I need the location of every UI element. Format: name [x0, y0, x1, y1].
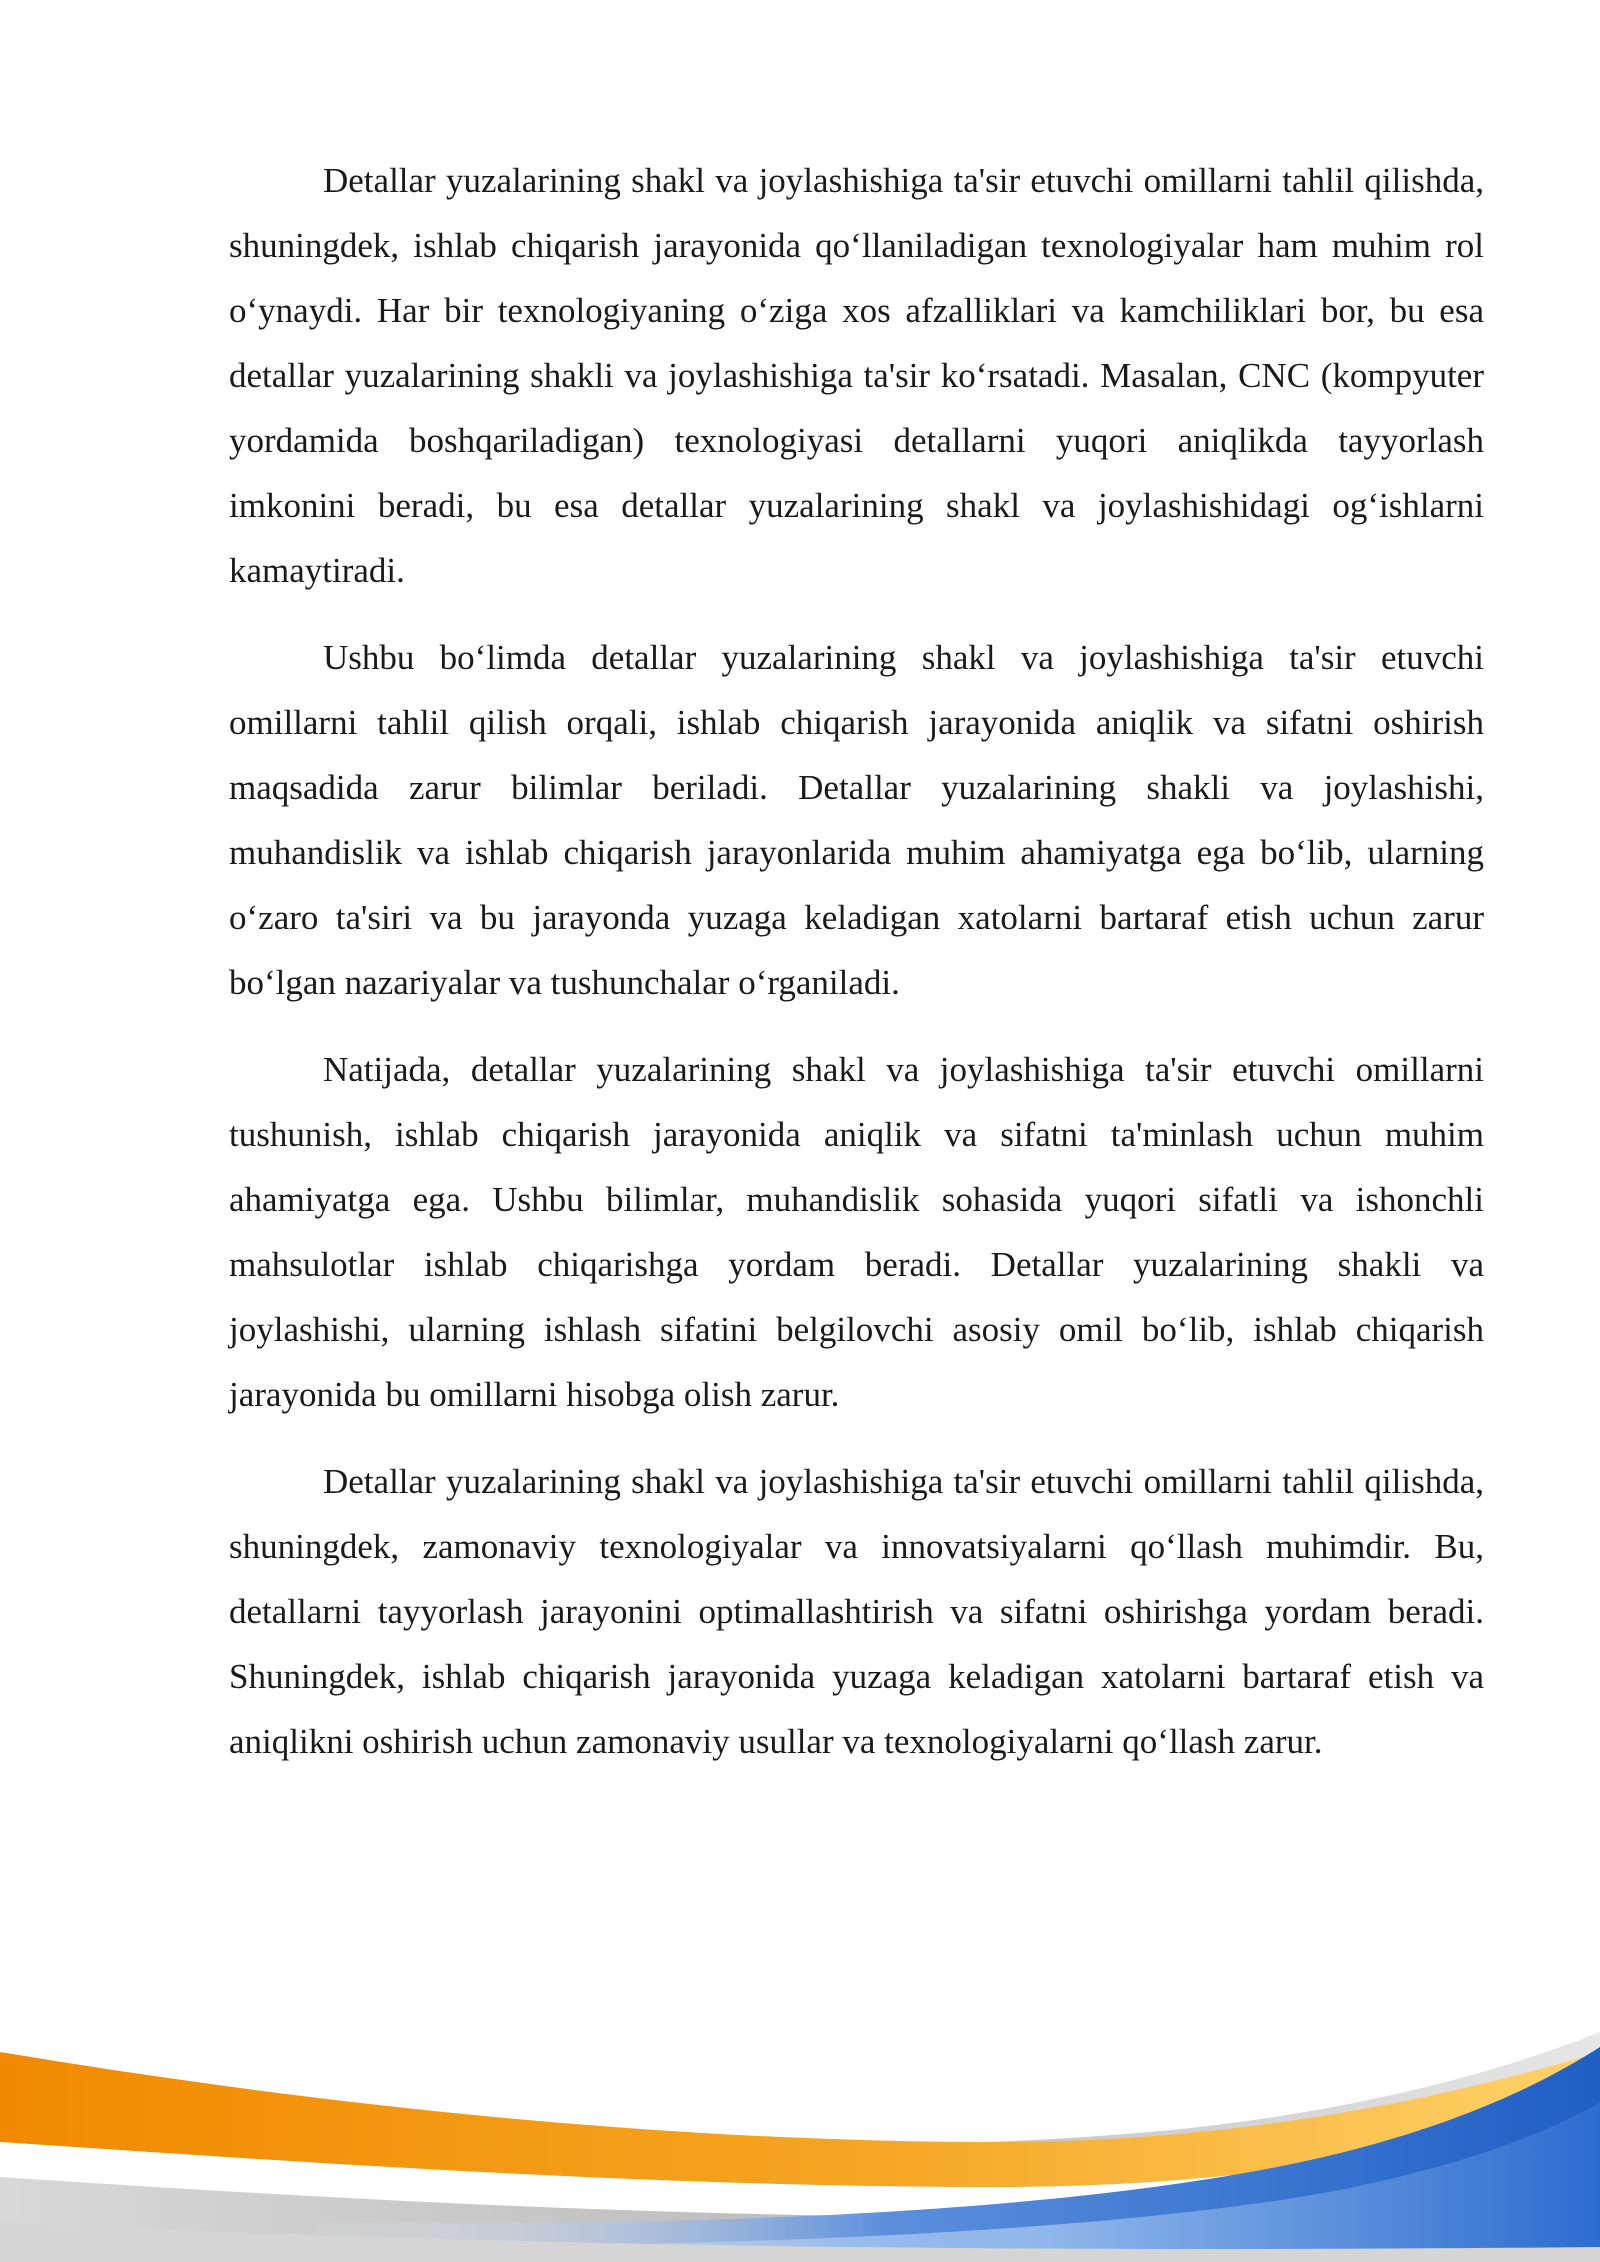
document-body	[229, 148, 1484, 1796]
paragraph-4: Detallar yuzalarining shakl va joylashishiga ta'sir etuvchi omillarni tahlil qilishda, shuningdek, zamonaviy texnologiyalar va innovatsiyalarni qo‘llash muhimdir. Bu, detallarni tayyorlash jarayonini optimallashtirish va sifatni oshirishga yordam beradi. Shuningdek, ishlab chiqarish jarayonida yuzaga keladigan xatolarni bartaraf etish va aniqlikni oshirish uchun zamonaviy usullar va texnologiyalarni qo‘llash zarur.	[229, 1462, 1484, 1761]
paragraph-2: Ushbu bo‘limda detallar yuzalarining shakl va joylashishiga ta'sir etuvchi omillarni tahlil qilish orqali, ishlab chiqarish jarayonida aniqlik va sifatni oshirish maqsadida zarur bilimlar beriladi. Detallar yuzalarining shakli va joylashishi, muhandislik va ishlab chiqarish jarayonlarida muhim ahamiyatga ega bo‘lib, ularning o‘zaro ta'siri va bu jarayonda yuzaga keladigan xatolarni bartaraf etish uchun zarur bo‘lgan nazariyalar va tushunchalar o‘rganiladi.	[229, 638, 1484, 1002]
paragraph-1: Detallar yuzalarining shakl va joylashishiga ta'sir etuvchi omillarni tahlil qilishda, shuningdek, ishlab chiqarish jarayonida qo‘llaniladigan texnologiyalar ham muhim rol o‘ynaydi. Har bir texnologiyaning o‘ziga xos afzalliklari va kamchiliklari bor, bu esa detallar yuzalarining shakli va joylashishiga ta'sir ko‘rsatadi. Masalan, CNC (kompyuter yordamida boshqariladigan) texnologiyasi detallarni yuqori aniqlikda tayyorlash imkonini beradi, bu esa detallar yuzalarining shakl va joylashishidagi og‘ishlarni kamaytiradi.	[229, 161, 1484, 590]
paragraph-3: Natijada, detallar yuzalarining shakl va joylashishiga ta'sir etuvchi omillarni tushunish, ishlab chiqarish jarayonida aniqlik va sifatni ta'minlash uchun muhim ahamiyatga ega. Ushbu bilimlar, muhandislik sohasida yuqori sifatli va ishonchli mahsulotlar ishlab chiqarishga yordam beradi. Detallar yuzalarining shakli va joylashishi, ularning ishlash sifatini belgilovchi asosiy omil bo‘lib, ishlab chiqarish jarayonida bu omillarni hisobga olish zarur.	[229, 1050, 1484, 1414]
footer-wave-decoration	[0, 1992, 1600, 2262]
